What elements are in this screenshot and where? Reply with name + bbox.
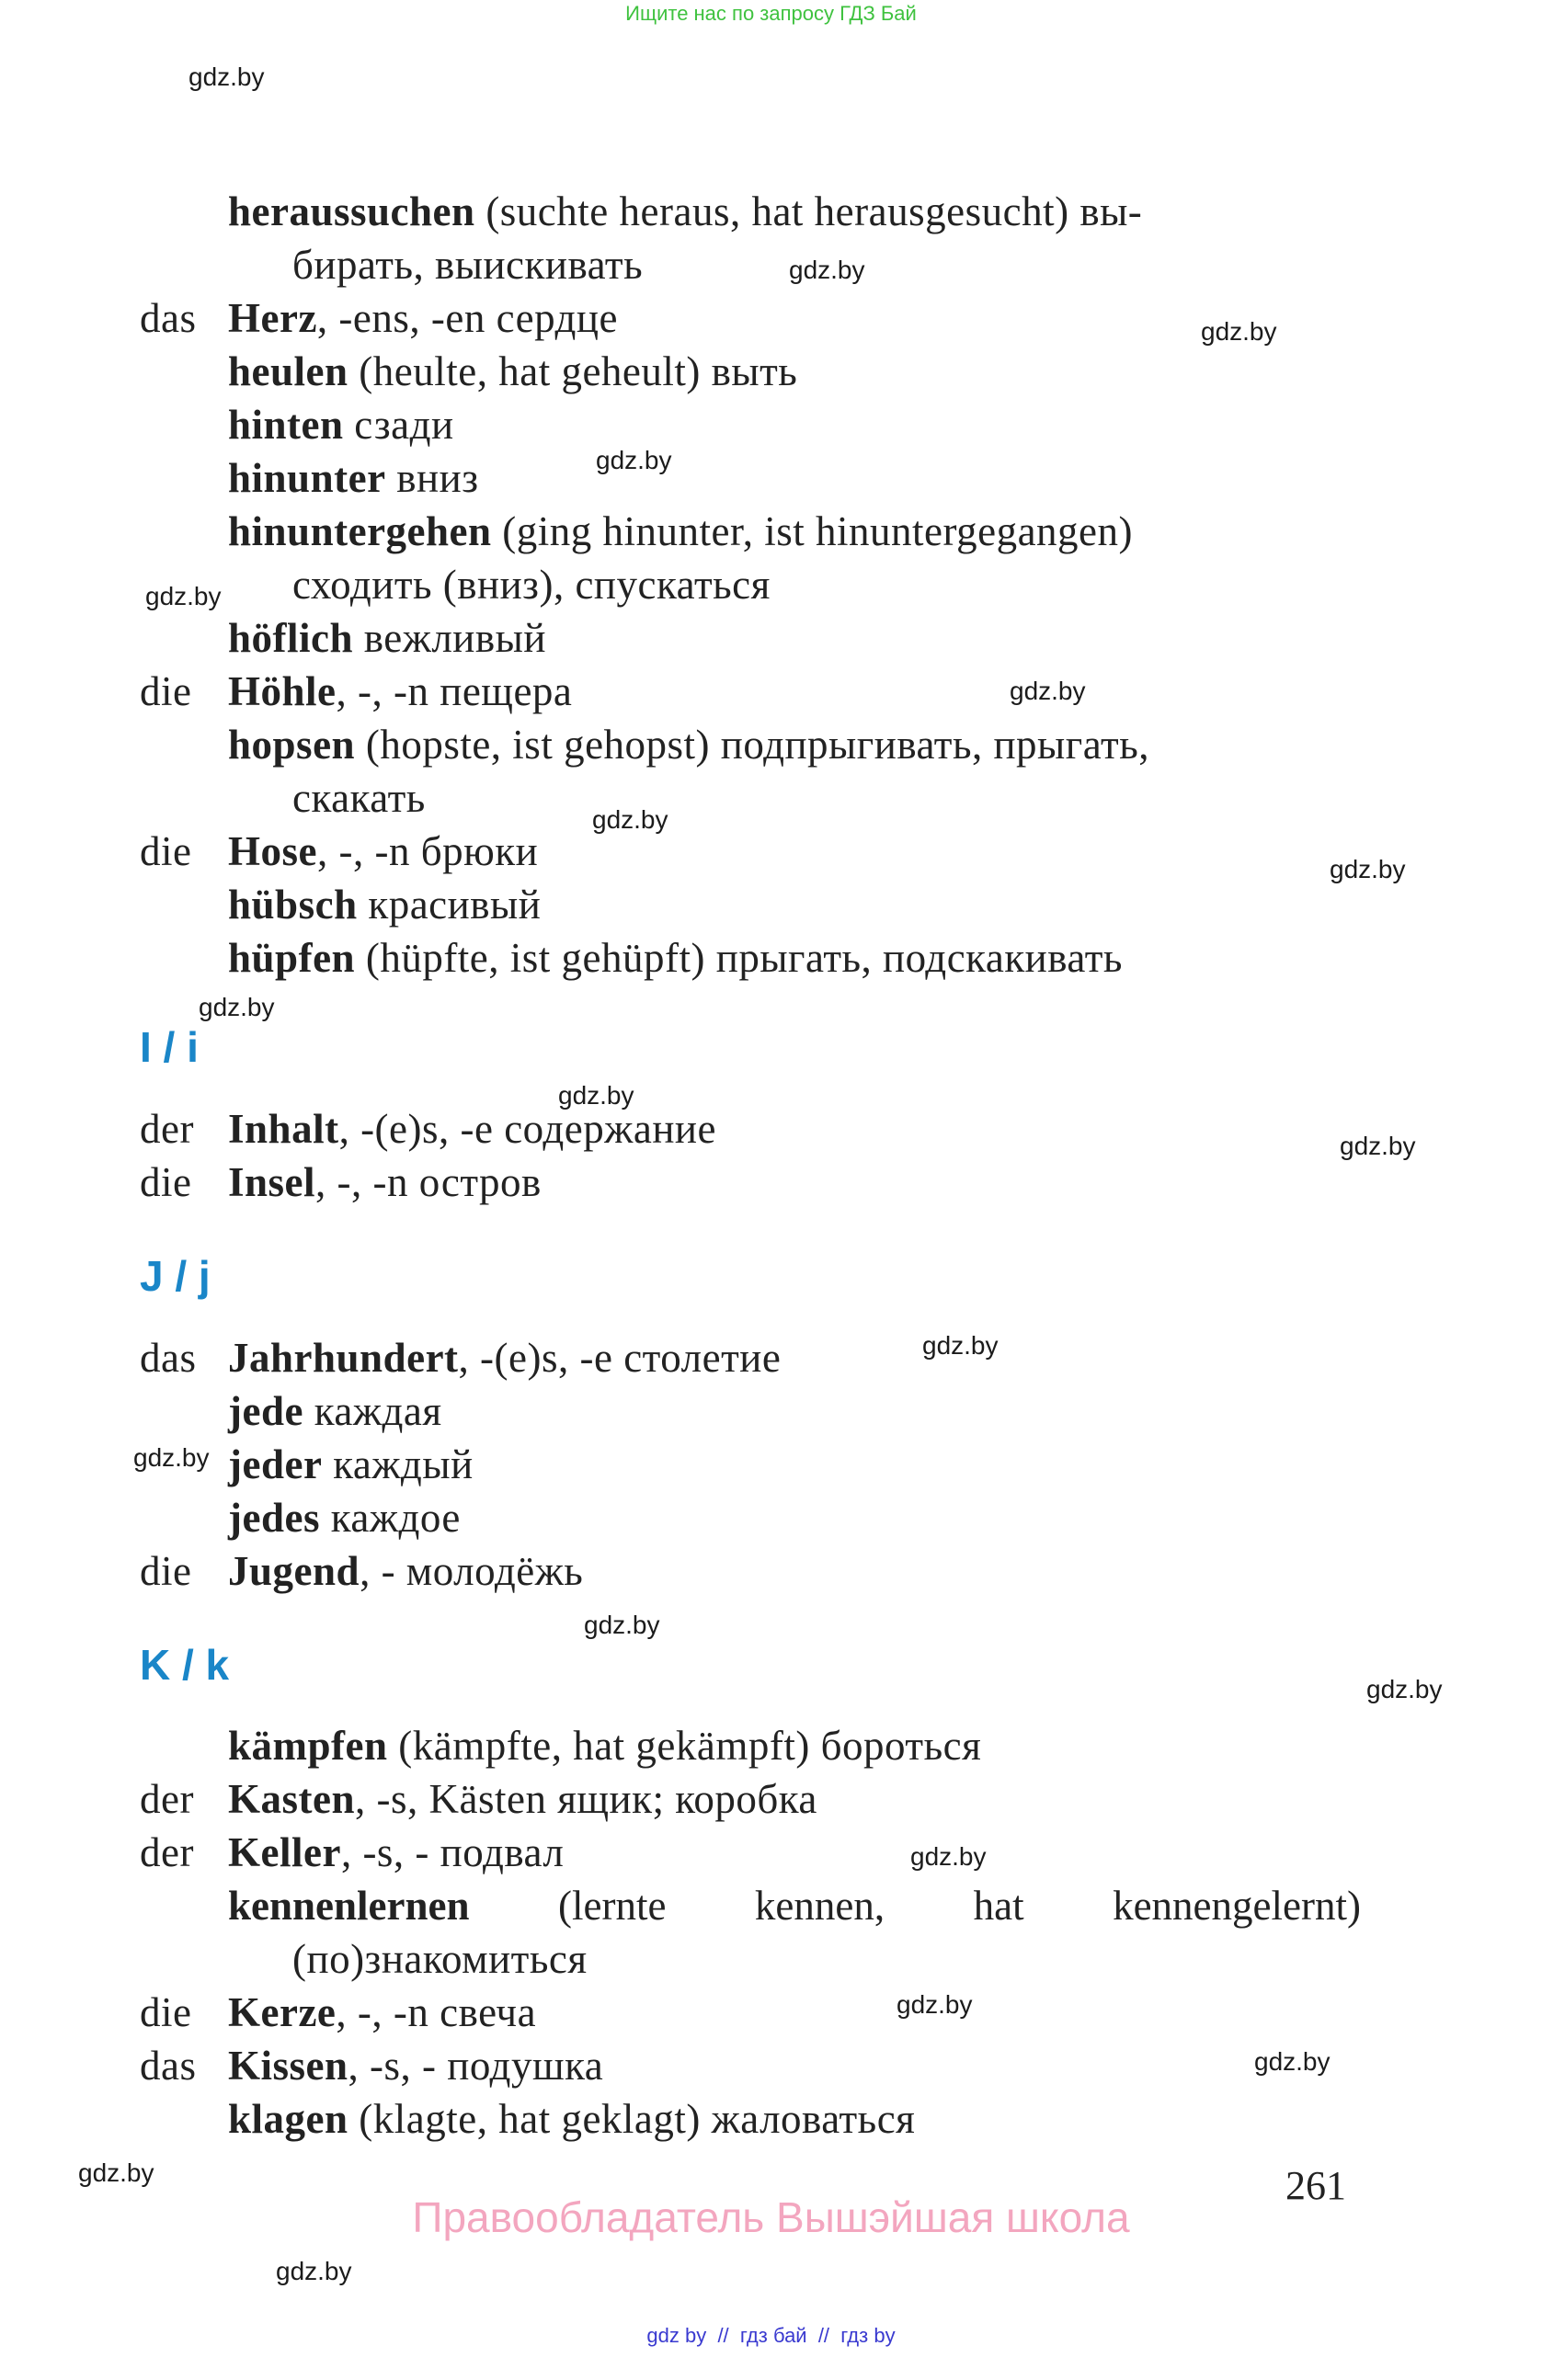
entry-text: скакать [292, 775, 426, 821]
watermark: gdz.by [1201, 317, 1277, 346]
entry-text: , -s, - подушка [348, 2043, 604, 2089]
entry-text: каждая [303, 1388, 442, 1434]
section-heading-i: I / i [140, 1023, 199, 1071]
watermark: gdz.by [897, 1990, 973, 2019]
headword: Kerze [228, 1989, 337, 2035]
headword: heulen [228, 348, 348, 394]
entry-text: , -s, Kästen ящик; коробка [355, 1776, 817, 1822]
article: das [140, 295, 197, 341]
headword: klagen [228, 2096, 348, 2142]
entry-text: вежливый [353, 615, 546, 661]
headword: jedes [228, 1495, 320, 1541]
headword: Keller [228, 1829, 341, 1875]
entry-text: , -(e)s, -e содержание [338, 1106, 716, 1152]
headword: Inhalt [228, 1106, 339, 1152]
headword: hüpfen [228, 935, 356, 981]
headword: Herz [228, 295, 317, 341]
dictionary-entry [228, 1719, 981, 1772]
entry-text: , -, -n свеча [336, 1989, 537, 2035]
watermark: gdz.by [1330, 855, 1406, 883]
headword: hinten [228, 402, 344, 448]
headword: Kasten [228, 1776, 355, 1822]
article: die [140, 1159, 192, 1205]
entry-text: , -, -n брюки [317, 828, 539, 874]
page-number: 261 [1285, 2163, 1346, 2208]
watermark: gdz.by [592, 805, 668, 834]
watermark: gdz.by [596, 446, 672, 474]
top-banner: Ищите нас по запросу ГДЗ Бай [625, 2, 917, 25]
watermark: gdz.by [188, 63, 265, 91]
watermark: gdz.by [276, 2257, 352, 2285]
dictionary-entry [228, 611, 546, 665]
dictionary-entry [292, 558, 771, 611]
entry-text: каждое [319, 1495, 461, 1541]
footer-links: gdz by // гдз бай // гдз by [646, 2324, 896, 2347]
headword: hinunter [228, 455, 386, 501]
entry-text: , -s, - подвал [340, 1829, 565, 1875]
section-heading-j: J / j [140, 1252, 211, 1300]
entry-text: , -ens, -en сердце [316, 295, 618, 341]
entry-text: (kämpfte, hat gekämpft) бороться [387, 1723, 982, 1769]
article: die [140, 1548, 192, 1594]
dictionary-entry [228, 718, 1149, 771]
section-heading-k: K / k [140, 1641, 230, 1689]
copyright-notice: Правообладатель Вышэйшая школа [412, 2193, 1130, 2241]
entry-text: (ging hinunter, ist hinuntergegangen) [491, 508, 1134, 554]
dictionary-entry [292, 238, 643, 291]
entry-text: kennengelernt) [1113, 1883, 1361, 1929]
dictionary-entry [228, 345, 797, 398]
dictionary-entry [228, 1491, 461, 1544]
watermark: gdz.by [133, 1443, 210, 1472]
entry-text: бирать, выискивать [292, 242, 644, 288]
entry-text: каждый [322, 1441, 474, 1487]
dictionary-entry [228, 505, 1133, 558]
article: die [140, 1989, 192, 2035]
headword: kennenlernen [228, 1883, 470, 1929]
watermark: gdz.by [558, 1081, 634, 1110]
watermark: gdz.by [199, 993, 275, 1021]
entry-text: (heulte, hat geheult) выть [348, 348, 798, 394]
watermark: gdz.by [145, 582, 222, 610]
article: die [140, 668, 192, 714]
entry-text: (hüpfte, ist gehüpft) прыгать, подскакивать [355, 935, 1123, 981]
dictionary-entry [228, 878, 541, 931]
dictionary-entry [228, 931, 1123, 985]
entry-text: сходить (вниз), спускаться [292, 562, 771, 608]
watermark: gdz.by [1254, 2047, 1331, 2076]
headword: hinuntergehen [228, 508, 492, 554]
headword: höflich [228, 615, 354, 661]
watermark: gdz.by [1010, 677, 1086, 705]
headword: Insel [228, 1159, 316, 1205]
entry-text: (hopste, ist gehopst) подпрыгивать, прыгать, [355, 722, 1149, 768]
watermark: gdz.by [1366, 1675, 1443, 1703]
entry-text: (по)знакомиться [292, 1936, 588, 1982]
entry-text: , -(e)s, -e столетие [458, 1335, 782, 1381]
article: das [140, 1335, 197, 1381]
article: der [140, 1829, 194, 1875]
dictionary-entry [228, 1384, 442, 1438]
dictionary-entry [228, 1438, 474, 1491]
entry-text: (lernte [558, 1883, 667, 1929]
headword: jeder [228, 1441, 323, 1487]
watermark: gdz.by [584, 1611, 660, 1639]
dictionary-entry [228, 185, 1142, 238]
dictionary-entry [228, 2092, 915, 2146]
headword: hübsch [228, 882, 358, 928]
dictionary-entry [292, 771, 426, 825]
entry-text: kennen, [754, 1883, 885, 1929]
entry-text: сзади [343, 402, 454, 448]
headword: Jahrhundert [228, 1335, 459, 1381]
watermark: gdz.by [78, 2158, 154, 2187]
watermark: gdz.by [910, 1842, 987, 1871]
article: die [140, 828, 192, 874]
headword: Jugend [228, 1548, 360, 1594]
watermark: gdz.by [922, 1331, 999, 1360]
watermark: gdz.by [1340, 1132, 1416, 1160]
article: der [140, 1106, 194, 1152]
headword: Höhle [228, 668, 337, 714]
headword: heraussuchen [228, 188, 475, 234]
headword: jede [228, 1388, 303, 1434]
dictionary-entry [228, 398, 454, 451]
article: das [140, 2043, 197, 2089]
entry-text: hat [973, 1883, 1024, 1929]
headword: Kissen [228, 2043, 348, 2089]
headword: hopsen [228, 722, 356, 768]
dictionary-entry-kennenlernen [228, 1879, 1361, 1932]
entry-text: вниз [385, 455, 479, 501]
headword: Hose [228, 828, 317, 874]
dictionary-entry [228, 451, 478, 505]
dictionary-entry [292, 1932, 588, 1986]
entry-text: (klagte, hat geklagt) жаловаться [348, 2096, 916, 2142]
watermark: gdz.by [789, 256, 865, 284]
entry-text: , -, -n остров [315, 1159, 542, 1205]
entry-text: , - молодёжь [360, 1548, 584, 1594]
headword: kämpfen [228, 1723, 388, 1769]
entry-text: , -, -n пещера [336, 668, 573, 714]
entry-text: (suchte heraus, hat herausgesucht) вы- [474, 188, 1143, 234]
entry-text: красивый [357, 882, 542, 928]
article: der [140, 1776, 194, 1822]
